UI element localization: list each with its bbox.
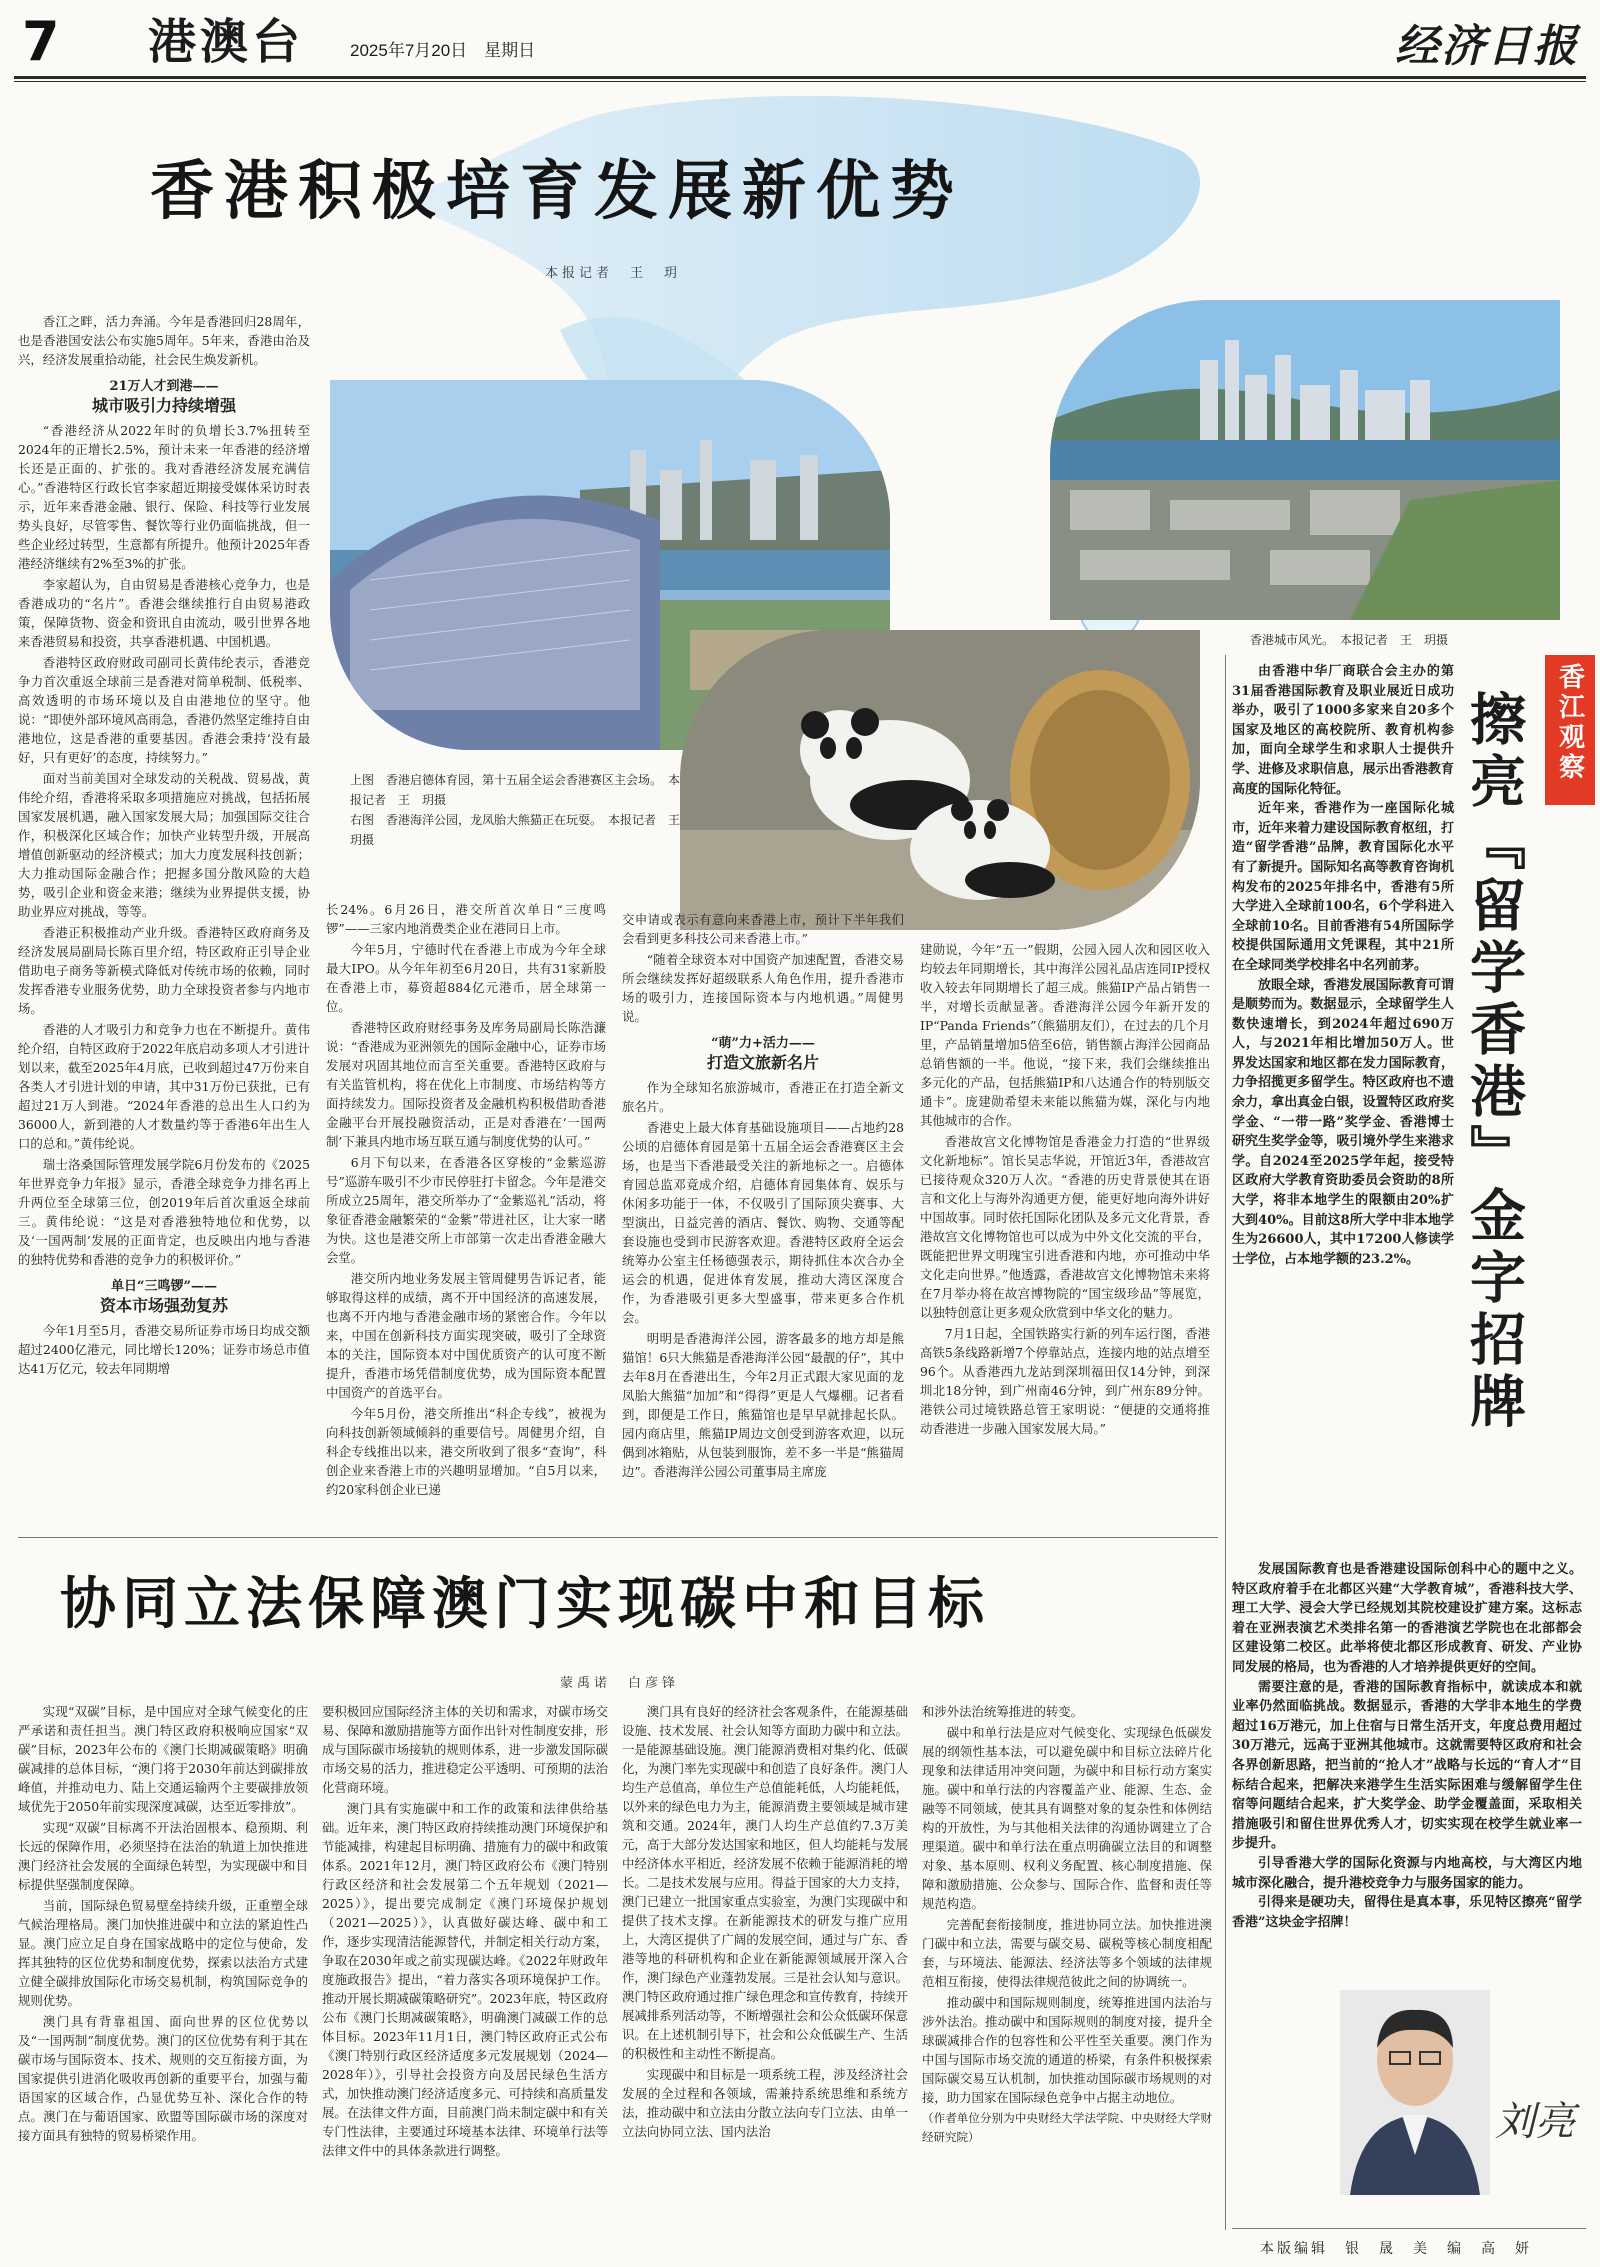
paragraph: 需要注意的是，香港的国际教育指标中，就读成本和就业率仍然面临挑战。数据显示，香港的大学非本地生的学费超过16万港元，加上住宿与日常生活开支，年度总费用超过30万港元，远高于亚洲其他城市。这就需要特区政府和社会各界创新思路，把当前的“抢人才”战略与长远的“育人才”目标结合起来，把解决来港学生生活实际困难与缓解留学生住宿等问题结合起来，扩大奖学金、助学金覆盖面，采取相关措施吸引和留住世界优秀人才，切实实现在校学生就业率一步提升。 [1232, 1679, 1582, 1852]
article1-column-2 [326, 900, 606, 1530]
paragraph: 放眼全球，香港发展国际教育可谓是顺势而为。数据显示，全球留学生人数快速增长，到2024年超过690万人，与2021年相比增加50万人。世界发达国家和地区都在发力国际教育，力争招揽更多留学生。特区政府也不遗余力，拿出真金白银，设置特区政府奖学金、“一带一路”奖学金、香港博士研究生奖学金等，吸引境外学生来港求学。自2024至2025学年起，接受特区政府大学教育资助委员会资助的8所大学，将非本地学生的限额由20%扩大到40%。目前这8所大学中非本地学生为26600人，其中17200人修读学士学位，占本地学额的23.2%。 [1232, 977, 1454, 1267]
paragraph: 今年5月份，港交所推出“科企专线”，被视为向科技创新领域倾斜的重要信号。周健男介绍，自科企专线推出以来，港交所收到了很多“查询”，科创企业来香港上市的兴趣明显增加。“自5月以来，约20家科创企业已递 [326, 1406, 606, 1497]
photo-caption-pandas: 右图 香港海洋公园，龙凤胎大熊猫正在玩耍。 本报记者 王 玥摄 [350, 813, 693, 847]
skyline-illustration [1050, 300, 1560, 620]
paragraph: 澳门具有实施碳中和工作的政策和法律供给基础。近年来，澳门特区政府持续推动澳门环境保护和节能减排，构建起目标明确、措施有力的碳中和政策体系。2021年12月，澳门特区政府公布《澳门特别行政区经济和社会发展第二个五年规划（2021—2025）》，提出要完成制定《澳门环境保护规划（2021—2025）》，认真做好碳达峰、碳中和工作，逐步实现清洁能源替代，并制定相关行动方案，争取在2030年或之前实现碳达峰。《2022年财政年度施政报告》提出，“着力落实各项环境保护工作。推动开展长期减碳策略研究”。2023年底，特区政府公布《澳门长期减碳策略》，明确澳门减碳工作的总体目标。2023年11月1日，澳门特区政府正式公布《澳门特别行政区经济适度多元发展规划（2024—2028年）》，引导社会投资方向及居民绿色生活方式，加快推动澳门经济适度多元、可持续和高质量发展。在法律文件方面，目前澳门尚未制定碳中和有关专门性法律，主要通过环境基本法律、环境单行法等法律文件中的具体条款进行调整。 [322, 1801, 608, 2158]
article2-byline: 蒙禹诺 白彦锋 [560, 1676, 680, 1691]
paragraph: “香港经济从2022年时的负增长3.7%扭转至2024年的正增长2.5%，预计未来一年香港的经济增长还是正面的、扩张的。我对香港经济发展充满信心。”香港特区行政长官李家超近期接受媒体采访时表示，近年来香港金融、银行、保险、科技等行业发展势头良好，尽管零售、餐饮等行业仍面临挑战，但一些企业经过转型，生意都有所提升。他预计2025年香港经济继续有2%至3%的扩张。 [18, 423, 310, 571]
sidebar-title: 擦亮『留学香港』金字招牌 [1461, 690, 1527, 1434]
newspaper-masthead: 经济日报 [1395, 21, 1579, 72]
subheading-kicker: 21万人才到港—— [109, 379, 219, 394]
paragraph: 推动碳中和国际规则制度，统筹推进国内法治与涉外法治。推动碳中和国际规则的制度对接，提升全球碳减排合作的包容性和公平性至关重要。澳门作为中国与国际市场交流的通道的桥梁，有条件积极探索国际碳交易互认机制，加快推动国际碳市场规则的对接，助力国家在国际绿色竞争中占据主动地位。 [922, 1995, 1212, 2105]
article1-column-4 [920, 940, 1210, 1530]
article-byline: 本报记者 王 玥 [545, 266, 682, 281]
panda-illustration [680, 630, 1200, 930]
header-rule [14, 76, 1586, 79]
paragraph: 6月下旬以来，在香港各区穿梭的“金紫巡游号”巡游车吸引不少市民停驻打卡留念。今年是港交所成立25周年，港交所举办了“金紫巡礼”活动，将象征香港金融繁荣的“金紫”带进社区，让大家一睹为快。这也是港交所上市部第一次走出香港金融大会堂。 [326, 1155, 606, 1265]
subheading-main: 城市吸引力持续增强 [91, 396, 236, 415]
paragraph: 7月1日起，全国铁路实行新的列车运行图，香港高铁5条线路新增7个停靠站点，连接内地的站点增至96个。从香港西九龙站到深圳福田仅14分钟，到深圳北18分钟，到广州南46分钟，到广州东89分钟。港铁公司过境铁路总管王家明说：“便捷的交通将推动香港进一步融入国家发展大局。” [920, 1326, 1210, 1436]
paragraph: 澳门具有背靠祖国、面向世界的区位优势以及“一国两制”制度优势。澳门的区位优势有利于其在碳市场与国际资本、技术、规则的交互衔接方面，为国家提供引进消化吸收再创新的重要平台，加强与葡语国家的区域合作，凸显优势互补、深化合作的特点。澳门在与葡语国家、欧盟等国际碳市场的深度对接方面具有独特的贸易桥梁作用。 [18, 2014, 308, 2143]
paragraph: 香港特区政府财经事务及库务局副局长陈浩濂说：“香港成为亚洲领先的国际金融中心，证券市场发展对巩固其地位而言至关重要。香港特区政府与有关监管机构，将在优化上市制度、市场结构等方面持续发力。国际投资者及金融机构积极借助香港金融平台开展投融资活动，正是对香港在‘一国两制’下兼具内地市场互联互通与制度优势的认可。” [326, 1020, 606, 1149]
paragraph: 香江之畔，活力奔涌。今年是香港回归28周年，也是香港国安法公布实施5周年。5年来，香港由治及兴，经济发展重拾动能，社会民生焕发新机。 [18, 314, 310, 367]
article2-column-2 [322, 1702, 608, 2227]
paragraph: 长24%。6月26日，港交所首次单日“三度鸣锣”——三家内地消费类企业在港同日上市。 [326, 902, 606, 936]
paragraph: 今年1月至5月，香港交易所证券市场日均成交额超过2400亿港元，同比增长120%；证券市场总市值达41万亿元，较去年同期增 [18, 1323, 310, 1376]
paragraph: “随着全球资本对中国资产加速配置，香港交易所会继续发挥好超级联系人角色作用，提升香港市场的吸引力，连接国际资本与内地机遇。”周健男说。 [622, 952, 904, 1024]
paragraph: 香港正积极推动产业升级。香港特区政府商务及经济发展局副局长陈百里介绍，特区政府正引导企业借助电子商务等新模式降低对传统市场的依赖，同时发挥香港专业服务优势，助力全球投资者参与内地市场。 [18, 925, 310, 1016]
column-label: 香江观察 [1554, 663, 1585, 783]
article2-column-4 [922, 1702, 1212, 2227]
paragraph: 交申请或表示有意向来香港上市，预计下半年我们会看到更多科技公司来香港上市。” [622, 912, 904, 946]
article2-column-1 [18, 1702, 308, 2227]
photo-caption-skyline: 香港城市风光。 本报记者 王 玥摄 [1250, 633, 1449, 647]
paragraph: 碳中和单行法是应对气候变化、实现绿色低碳发展的纲领性基本法，可以避免碳中和目标立法碎片化现象和法律适用冲突问题，为碳中和目标行动方案实施。碳中和单行法的内容覆盖产业、能源、生态、金融等不同领域，使其具有调整对象的复杂性和体例结构的开放性，为与其他相关法律的沟通协调建立了合理渠道。碳中和单行法在重点明确碳立法目的和调整对象、基本原则、权利义务配置、核心制度措施、保障和激励措施、公众参与、国际合作、监督和责任等规范构造。 [922, 1725, 1212, 1911]
section-title: 港澳台 [148, 14, 305, 70]
paragraph: 港交所内地业务发展主管周健男告诉记者，能够取得这样的成绩，离不开中国经济的高速发展，也离不开内地与香港金融市场的紧密合作。今年以来，中国在创新科技方面实现突破，吸引了全球资本的关注，国际资本对中国优质资产的认可度不断提升，香港市场凭借制度优势，成为国际资本配置中国资产的首选平台。 [326, 1271, 606, 1400]
photo-captions [350, 770, 693, 850]
paragraph: 引导香港大学的国际化资源与内地高校，与大湾区内地城市深化融合，提升港校竞争力与服务国家的能力。 [1232, 1855, 1582, 1891]
paragraph: 实现碳中和目标是一项系统工程，涉及经济社会发展的全过程和各领域，需兼持系统思维和系统方法，推动碳中和立法由分散立法向专门立法、由单一立法向协同立法、国内法治 [622, 2067, 908, 2139]
article1-column-3 [622, 910, 904, 1530]
hong-kong-skyline-photo [1050, 300, 1560, 620]
author-portrait [1340, 1990, 1490, 2195]
article-divider [18, 1537, 1218, 1538]
paragraph: 面对当前美国对全球发动的关税战、贸易战，黄伟纶介绍，香港将采取多项措施应对挑战，包括拓展国家发展机遇，融入国家发展大局；加强国际交往合作，积极深化区域合作；加快产业转型升级，开展高增值创新驱动的经济模式；加大力度发展科技创新；大力推动国际金融合作；把握多国分散风险的大趋势，吸引企业和资金来港；继续为业界提供支援，协助业界应对挑战，等等。 [18, 771, 310, 919]
page-number: 7 [22, 10, 60, 73]
photo-caption-stadium: 上图 香港启德体育园，第十五届全运会香港赛区主会场。 本报记者 王 玥摄 [350, 773, 681, 807]
paragraph: 今年5月，宁德时代在香港上市成为今年全球最大IPO。从今年年初至6月20日，共有31家新股在香港上市，募资超884亿元港币，居全球第一位。 [326, 942, 606, 1014]
author-affiliation: （作者单位分别为中央财经大学法学院、中央财经大学财经研究院） [922, 2111, 1212, 2144]
paragraph: 作为全球知名旅游城市，香港正在打造全新文旅名片。 [622, 1080, 904, 1114]
subheading-capital-market [18, 1277, 310, 1315]
page-editors: 本版编辑 银 晟 美 编 高 妍 [1260, 2241, 1532, 2257]
paragraph: 近年来，香港作为一座国际化城市，近年来着力建设国际教育枢纽，打造“留学香港”品牌，教育国际化水平有了新提升。国际知名高等教育咨询机构发布的2025年排名中，香港有5所大学进入全球前100名，6个学科进入全球前10名。目前香港有54所国际学校提供国际通用文凭课程，其中21所在全球同类学校排名中名列前茅。 [1232, 801, 1454, 973]
paragraph: 完善配套衔接制度，推进协同立法。加快推进澳门碳中和立法，需要与碳交易、碳税等核心制度相配套，与环境法、能源法、经济法等多个领域的法律规范相互衔接，使得法律规范彼此之间的协调统一。 [922, 1917, 1212, 1989]
paragraph: 实现“双碳”目标离不开法治固根本、稳预期、利长远的保障作用，必须坚持在法治的轨道上加快推进澳门经济社会发展的全面绿色转型，为实现碳中和目标提供坚强制度保障。 [18, 1820, 308, 1892]
paragraph: 当前，国际绿色贸易壁垒持续升级，正重塑全球气候治理格局。澳门加快推进碳中和立法的紧迫性凸显。澳门应立足自身在国家战略中的定位与使命，发挥其独特的区位优势和制度优势，探索以法治方式建立健全碳排放国际化市场交易机制，构筑国际竞争的规则优势。 [18, 1898, 308, 2008]
sidebar-divider [1225, 655, 1226, 2230]
subheading-main: 资本市场强劲复苏 [99, 1296, 228, 1315]
subheading-tourism [622, 1034, 904, 1072]
paragraph: 香港故宫文化博物馆是香港金力打造的“世界级文化新地标”。馆长吴志华说，开馆近3年，香港故宫已接待观众320万人次。“香港的历史背景使其在语言和文化上与海外沟通更方便，能更好地向海外讲好中国故事。同时依托国际化团队及多元文化背景，香港故宫文化博物馆也可以成为中外文化交流的平台，既能把世界文明瑰宝引进香港和内地，亦可推动中华文化走向世界。”他透露，香港故宫文化博物馆未来将在7月举办将在故宫博物院的“国宝级珍品”等展览，以独特创意让更多观众欣赏到中华文化的魅力。 [920, 1134, 1210, 1320]
paragraph: 香港的人才吸引力和竞争力也在不断提升。黄伟纶介绍，自特区政府于2022年底启动多项人才引进计划以来，截至2025年4月底，已收到超过47万份来自各类人才引进计划的申请，其中31万份已获批，已有超过21万人到港。“2024年香港的总出生人口约为36000人，新到港的人才数量约等于香港6年出生人口的总和。”黄伟纶说。 [18, 1022, 310, 1151]
footer-rule [1232, 2228, 1586, 2229]
paragraph: 和涉外法治统筹推进的转变。 [922, 1704, 1084, 1719]
subheading-kicker: “萌”力+活力—— [711, 1036, 815, 1051]
issue-date: 2025年7月20日 星期日 [350, 41, 536, 60]
sidebar-text-lower [1232, 1560, 1582, 1980]
article-headline: 香港积极培育发展新优势 [150, 154, 964, 229]
subheading-talent [18, 377, 310, 415]
paragraph: 李家超认为，自由贸易是香港核心竞争力，也是香港成功的“名片”。香港会继续推行自由贸易港政策，保障货物、资金和资讯自由流动，吸引世界各地来香港贸易和投资，共享香港机遇、中国机遇。 [18, 577, 310, 649]
paragraph: 要积极回应国际经济主体的关切和需求，对碳市场交易、保障和激励措施等方面作出针对性制度安排，形成与国际碳市场接轨的规则体系，进一步激发国际碳市场交易的活力，推进稳定公平透明、可预期的法治化营商环境。 [322, 1704, 608, 1795]
subheading-main: 打造文旅新名片 [706, 1053, 819, 1072]
article2-headline: 协同立法保障澳门实现碳中和目标 [60, 1571, 990, 1637]
paragraph: 由香港中华厂商联合会主办的第31届香港国际教育及职业展近日成功举办，吸引了1000多家来自20多个国家及地区的高校院所、教育机构参加，面向全球学生和求职人士提供升学、进修及求职信息，展示出香港教育高度的国际化特征。 [1232, 664, 1454, 797]
header-rule-thin [14, 81, 1586, 82]
subheading-kicker: 单日“三鸣锣”—— [111, 1279, 217, 1294]
author-portrait-illustration [1340, 1990, 1490, 2195]
article2-column-3 [622, 1702, 908, 2227]
column-label-box [1545, 655, 1595, 805]
paragraph: 瑞士洛桑国际管理发展学院6月份发布的《2025年世界竞争力年报》显示，香港全球竞争力排名再上升两位至全球第三位，创2019年后首次重返全球前三。黄伟纶说：“这是对香港独特地位和优势，以及‘一国两制’发展的正面肯定，也反映出内地与香港的独特优势和香港的竞争力的积极评价。” [18, 1157, 310, 1267]
paragraph: 澳门具有良好的经济社会客观条件，在能源基础设施、技术发展、社会认知等方面助力碳中和立法。一是能源基础设施。澳门能源消费相对集约化、低碳化，为澳门率先实现碳中和创造了良好条件。澳门人均生产总值高，单位生产总值能耗低，人均能耗低，以外来的绿色电力为主，能源消费主要领域是城市建筑和交通。2024年，澳门人均生产总值约7.3万美元，高于大部分发达国家和地区，但人均能耗与发展中经济体水平相近，经济发展不依赖于能源消耗的增长。二是技术发展与应用。得益于国家的大力支持，澳门已建立一批国家重点实验室，为澳门实现碳中和提供了技术支撑。在新能源技术的研发与推广应用上，大湾区提供了广阔的发展空间，通过与广东、香港等地的科研机构和企业在新能源领域展开深入合作，澳门绿色产业蓬勃发展。三是社会认知与意识。澳门特区政府通过推广绿色理念和宣传教育，持续开展减排系列活动等，不断增强社会和公众低碳环保意识。在上述机制引导下，社会和公众低碳生产、生活的积极性和主动性不断提高。 [622, 1704, 908, 2061]
paragraph: 香港史上最大体育基础设施项目——占地约28公顷的启德体育园是第十五届全运会香港赛区主会场，也是当下香港最受关注的新地标之一。启德体育园总监邓竟成介绍，启德体育园集体育、娱乐与休闲多功能于一体，不仅吸引了国际顶尖赛事、大型演出，日益完善的酒店、餐饮、购物、交通等配套设施也受到市民游客欢迎。香港特区政府全运会统筹办公室主任杨德强表示，期待抓住本次合办全运会的机遇，促进体育发展，推动大湾区深度合作，为香港吸引更多大型盛事，带来更多合作机会。 [622, 1120, 904, 1325]
paragraph: 建勋说，今年“五一”假期，公园入园人次和园区收入均较去年同期增长，其中海洋公园礼品店连同IP授权收入较去年同期增长了超三成。熊猫IP产品占销售一半，对增长贡献显著。香港海洋公园今年新开发的IP“Panda Friends”（熊猫朋友们），在过去的几个月里，产品销量增加5倍至6倍，销售额占海洋公园商品总销售额的一半。他说，“接下来，我们会继续推出多元化的产品，包括熊猫IP和八达通合作的特别版交通卡”。庞建勋希望未来能以熊猫为媒，深化与内地其他城市的合作。 [920, 942, 1210, 1128]
paragraph: 引得来是硬功夫，留得住是真本事，乐见特区擦亮“留学香港”这块金字招牌！ [1232, 1895, 1582, 1930]
giant-panda-photo [680, 630, 1200, 930]
paragraph: 明明是香港海洋公园，游客最多的地方却是熊猫馆！6只大熊猫是香港海洋公园“最靓的仔”，其中去年8月在香港出生，今年2月正式跟大家见面的龙凤胎大熊猫“加加”和“得得”更是人气爆棚。记者看到，即便是工作日，熊猫馆也是早早就排起长队。园内商店里，熊猫IP周边文创受到游客欢迎，以玩偶到冰箱贴，从包装到服饰，差不多一半是“熊猫周边”。香港海洋公园公司董事局主席庞 [622, 1331, 904, 1479]
sidebar-text-upper [1232, 662, 1454, 1557]
author-signature: 刘亮 [1495, 2099, 1575, 2145]
article1-column-1 [18, 312, 310, 1532]
paragraph: 实现“双碳”目标，是中国应对全球气候变化的庄严承诺和责任担当。澳门特区政府积极响应国家“双碳”目标，2023年公布的《澳门长期减碳策略》明确碳减排的总体目标，“澳门将于2030年前达到碳排放峰值，并推动电力、陆上交通运输两个主要碳排放领域优先于2050年前实现深度减碳，达至近零排放”。 [18, 1704, 308, 1814]
paragraph: 发展国际教育也是香港建设国际创科中心的题中之义。特区政府着手在北都区兴建“大学教育城”，香港科技大学、理工大学、浸会大学已经规划其院校建设扩建方案。这标志着在亚洲表演艺术类排名第一的香港演艺学院也在北部都会区建设第二校区。此举将使北都区形成教育、研发、产业协同发展的格局，也为香港的人才培养提供更好的空间。 [1232, 1562, 1582, 1675]
paragraph: 香港特区政府财政司副司长黄伟纶表示，香港竞争力首次重返全球前三是香港对简单税制、低税率、高效透明的市场环境以及自由港地位的坚守。他说：“即使外部环境风高雨急，香港仍然坚定维持自由港地位，这是香港的重要基因。香港会秉持‘没有最好，只有更好’的态度，持续努力。” [18, 655, 310, 765]
